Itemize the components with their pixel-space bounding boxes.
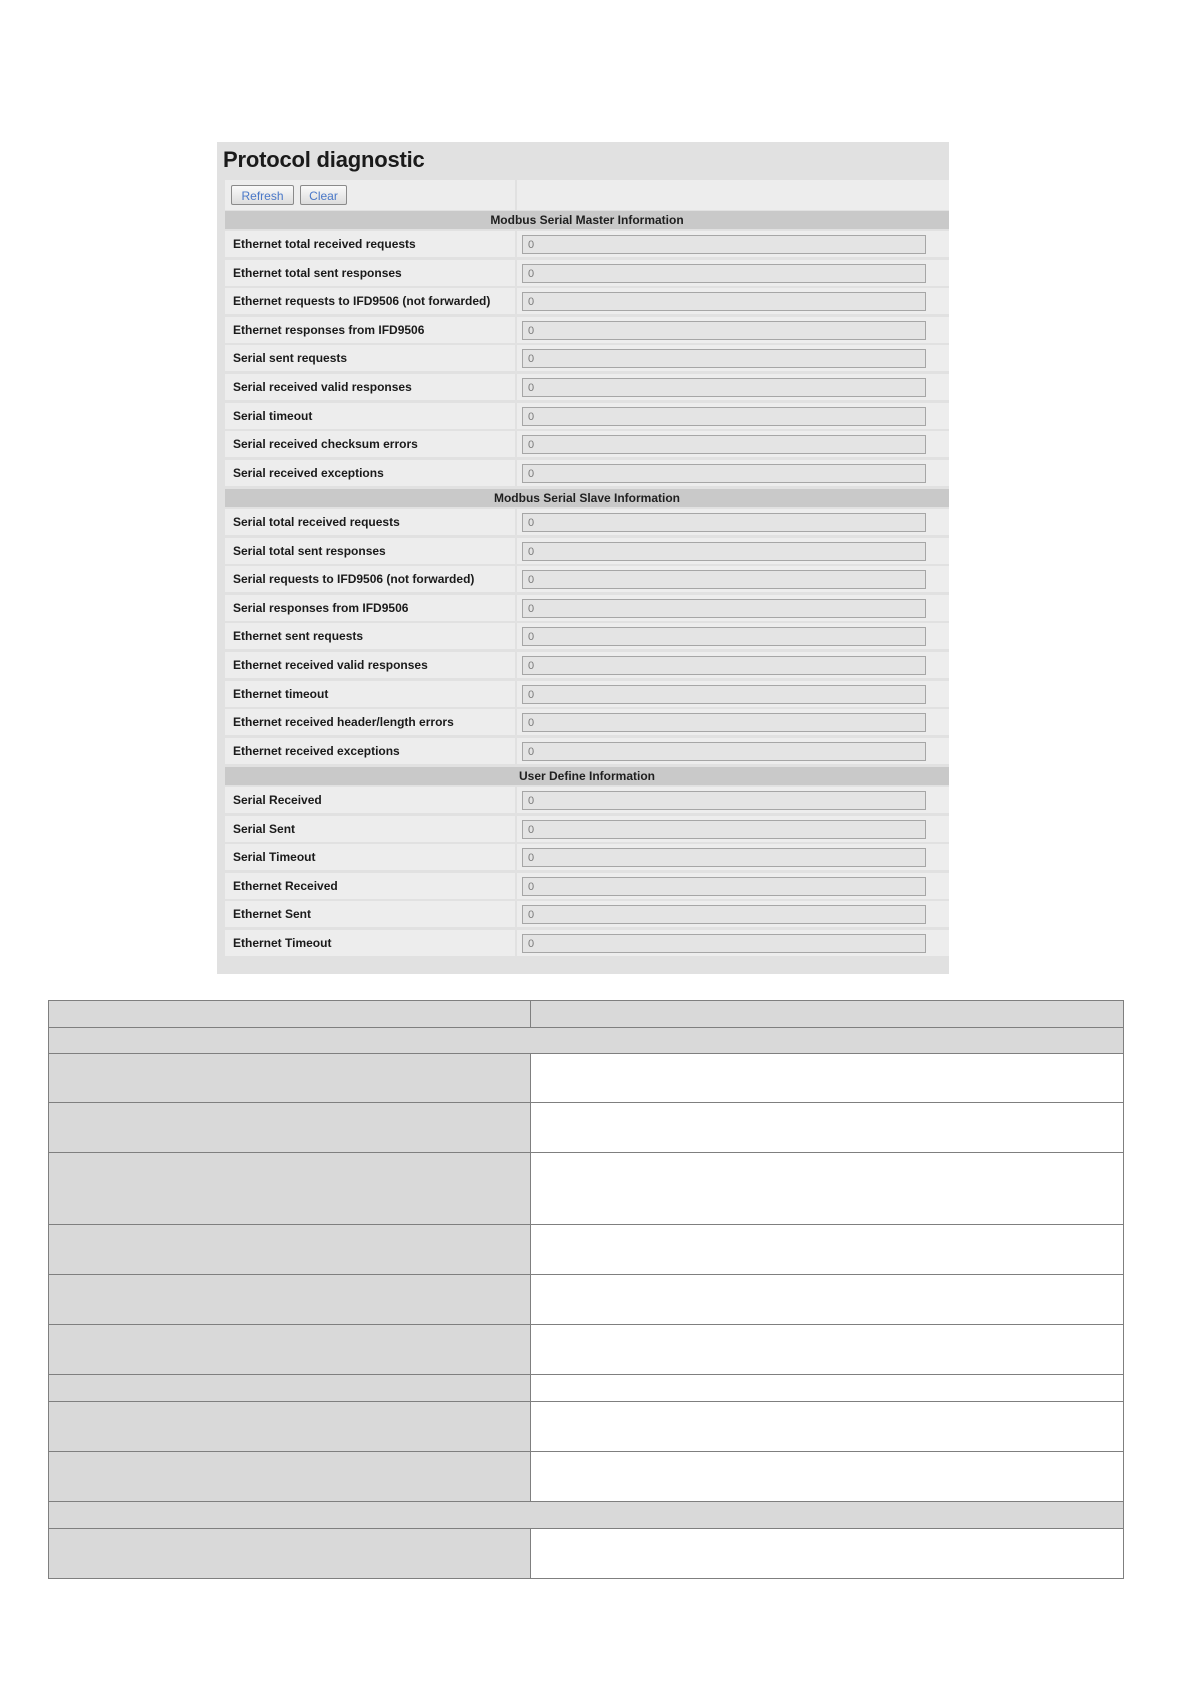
counter-field[interactable] — [522, 407, 926, 426]
table-section-cell — [49, 1028, 1124, 1054]
table-cell — [531, 1402, 1124, 1452]
counter-field[interactable] — [522, 513, 926, 532]
row-label: Ethernet responses from IFD9506 — [225, 317, 515, 343]
table-cell — [531, 1275, 1124, 1325]
table-cell — [49, 1275, 531, 1325]
table-header-cell — [49, 1001, 531, 1028]
row-label: Ethernet requests to IFD9506 (not forwarded) — [225, 288, 515, 314]
counter-field[interactable] — [522, 464, 926, 483]
protocol-diagnostic-panel — [217, 142, 949, 974]
panel-bottom — [217, 958, 949, 974]
table-row — [49, 1325, 1124, 1375]
diagnostic-row — [225, 288, 949, 314]
row-label: Ethernet Sent — [225, 901, 515, 927]
table-row — [49, 1103, 1124, 1153]
counter-field[interactable] — [522, 570, 926, 589]
table-cell — [49, 1225, 531, 1275]
section-header: User Define Information — [225, 767, 949, 785]
row-value-cell — [517, 317, 949, 343]
counter-field[interactable] — [522, 435, 926, 454]
row-value-cell — [517, 681, 949, 707]
row-label: Ethernet received exceptions — [225, 738, 515, 764]
diagnostic-row — [225, 844, 949, 870]
row-label: Ethernet Received — [225, 873, 515, 899]
row-value-cell — [517, 288, 949, 314]
row-label: Ethernet Timeout — [225, 930, 515, 956]
table-row — [49, 1452, 1124, 1502]
table-cell — [49, 1325, 531, 1375]
row-value-cell — [517, 873, 949, 899]
table-row — [49, 1225, 1124, 1275]
diagnostic-row — [225, 930, 949, 956]
table-section-row — [49, 1502, 1124, 1529]
counter-field[interactable] — [522, 905, 926, 924]
diagnostic-row — [225, 595, 949, 621]
diagnostic-row — [225, 231, 949, 257]
counter-field[interactable] — [522, 742, 926, 761]
counter-field[interactable] — [522, 599, 926, 618]
section-header: Modbus Serial Slave Information — [225, 489, 949, 507]
page-title: Protocol diagnostic — [223, 147, 425, 172]
table-section-cell — [49, 1502, 1124, 1529]
diagnostic-row — [225, 787, 949, 813]
counter-field[interactable] — [522, 235, 926, 254]
row-value-cell — [517, 652, 949, 678]
clear-button[interactable]: Clear — [300, 185, 347, 205]
table-cell — [49, 1529, 531, 1579]
button-row-filler — [517, 180, 949, 210]
table-cell — [531, 1225, 1124, 1275]
table-cell — [531, 1325, 1124, 1375]
table-row — [49, 1275, 1124, 1325]
counter-field[interactable] — [522, 713, 926, 732]
diagnostic-row — [225, 374, 949, 400]
row-label: Serial Timeout — [225, 844, 515, 870]
table-row — [49, 1054, 1124, 1103]
table-cell — [531, 1153, 1124, 1225]
counter-field[interactable] — [522, 542, 926, 561]
table-cell — [49, 1402, 531, 1452]
diagnostic-row — [225, 317, 949, 343]
counter-field[interactable] — [522, 627, 926, 646]
diagnostic-row — [225, 709, 949, 735]
table-header-cell — [531, 1001, 1124, 1028]
row-value-cell — [517, 231, 949, 257]
row-value-cell — [517, 709, 949, 735]
row-value-cell — [517, 538, 949, 564]
table-cell — [49, 1054, 531, 1103]
diagnostic-row — [225, 566, 949, 592]
diagnostic-row — [225, 901, 949, 927]
table-row — [49, 1402, 1124, 1452]
diagnostic-row — [225, 681, 949, 707]
row-value-cell — [517, 345, 949, 371]
counter-field[interactable] — [522, 877, 926, 896]
table-cell — [531, 1054, 1124, 1103]
row-label: Ethernet received header/length errors — [225, 709, 515, 735]
row-label: Serial requests to IFD9506 (not forwarded) — [225, 566, 515, 592]
counter-field[interactable] — [522, 685, 926, 704]
diagnostic-row — [225, 623, 949, 649]
counter-field[interactable] — [522, 378, 926, 397]
table-row — [49, 1529, 1124, 1579]
diagnostic-row — [225, 538, 949, 564]
table-cell — [531, 1529, 1124, 1579]
diagnostic-row — [225, 345, 949, 371]
row-label: Serial responses from IFD9506 — [225, 595, 515, 621]
diagnostic-row — [225, 816, 949, 842]
row-value-cell — [517, 623, 949, 649]
section-header: Modbus Serial Master Information — [225, 211, 949, 229]
row-value-cell — [517, 403, 949, 429]
table-cell — [531, 1375, 1124, 1402]
counter-field[interactable] — [522, 349, 926, 368]
row-label: Ethernet total received requests — [225, 231, 515, 257]
refresh-button[interactable]: Refresh — [231, 185, 294, 205]
row-label: Serial received exceptions — [225, 460, 515, 486]
row-label: Serial timeout — [225, 403, 515, 429]
row-value-cell — [517, 930, 949, 956]
row-label: Serial Received — [225, 787, 515, 813]
diagnostic-row — [225, 403, 949, 429]
row-label: Ethernet timeout — [225, 681, 515, 707]
diagnostic-row — [225, 873, 949, 899]
row-value-cell — [517, 460, 949, 486]
counter-field[interactable] — [522, 264, 926, 283]
row-label: Serial total received requests — [225, 509, 515, 535]
row-value-cell — [517, 738, 949, 764]
table-cell — [531, 1103, 1124, 1153]
row-value-cell — [517, 374, 949, 400]
row-label: Ethernet sent requests — [225, 623, 515, 649]
table-cell — [49, 1452, 531, 1502]
counter-field[interactable] — [522, 820, 926, 839]
row-label: Serial sent requests — [225, 345, 515, 371]
diagnostic-row — [225, 260, 949, 286]
table-cell — [49, 1103, 531, 1153]
row-value-cell — [517, 566, 949, 592]
row-label: Serial received valid responses — [225, 374, 515, 400]
table-section-row — [49, 1028, 1124, 1054]
counter-field[interactable] — [522, 934, 926, 953]
row-label: Serial total sent responses — [225, 538, 515, 564]
diagnostic-row — [225, 738, 949, 764]
table-cell — [49, 1153, 531, 1225]
row-value-cell — [517, 901, 949, 927]
counter-field[interactable] — [522, 791, 926, 810]
description-table — [48, 1000, 1124, 1579]
row-value-cell — [517, 509, 949, 535]
row-value-cell — [517, 844, 949, 870]
counter-field[interactable] — [522, 321, 926, 340]
diagnostic-row — [225, 431, 949, 457]
table-cell — [531, 1452, 1124, 1502]
row-value-cell — [517, 595, 949, 621]
diagnostic-row — [225, 652, 949, 678]
table-header-row — [49, 1001, 1124, 1028]
diagnostic-row — [225, 509, 949, 535]
row-label: Serial received checksum errors — [225, 431, 515, 457]
row-label: Serial Sent — [225, 816, 515, 842]
table-cell — [49, 1375, 531, 1402]
table-row — [49, 1375, 1124, 1402]
row-value-cell — [517, 260, 949, 286]
row-label: Ethernet received valid responses — [225, 652, 515, 678]
row-value-cell — [517, 787, 949, 813]
row-label: Ethernet total sent responses — [225, 260, 515, 286]
row-value-cell — [517, 816, 949, 842]
diagnostic-row — [225, 460, 949, 486]
counter-field[interactable] — [522, 292, 926, 311]
counter-field[interactable] — [522, 656, 926, 675]
button-row — [225, 180, 949, 210]
counter-field[interactable] — [522, 848, 926, 867]
row-value-cell — [517, 431, 949, 457]
button-cell — [225, 180, 515, 210]
table-row — [49, 1153, 1124, 1225]
